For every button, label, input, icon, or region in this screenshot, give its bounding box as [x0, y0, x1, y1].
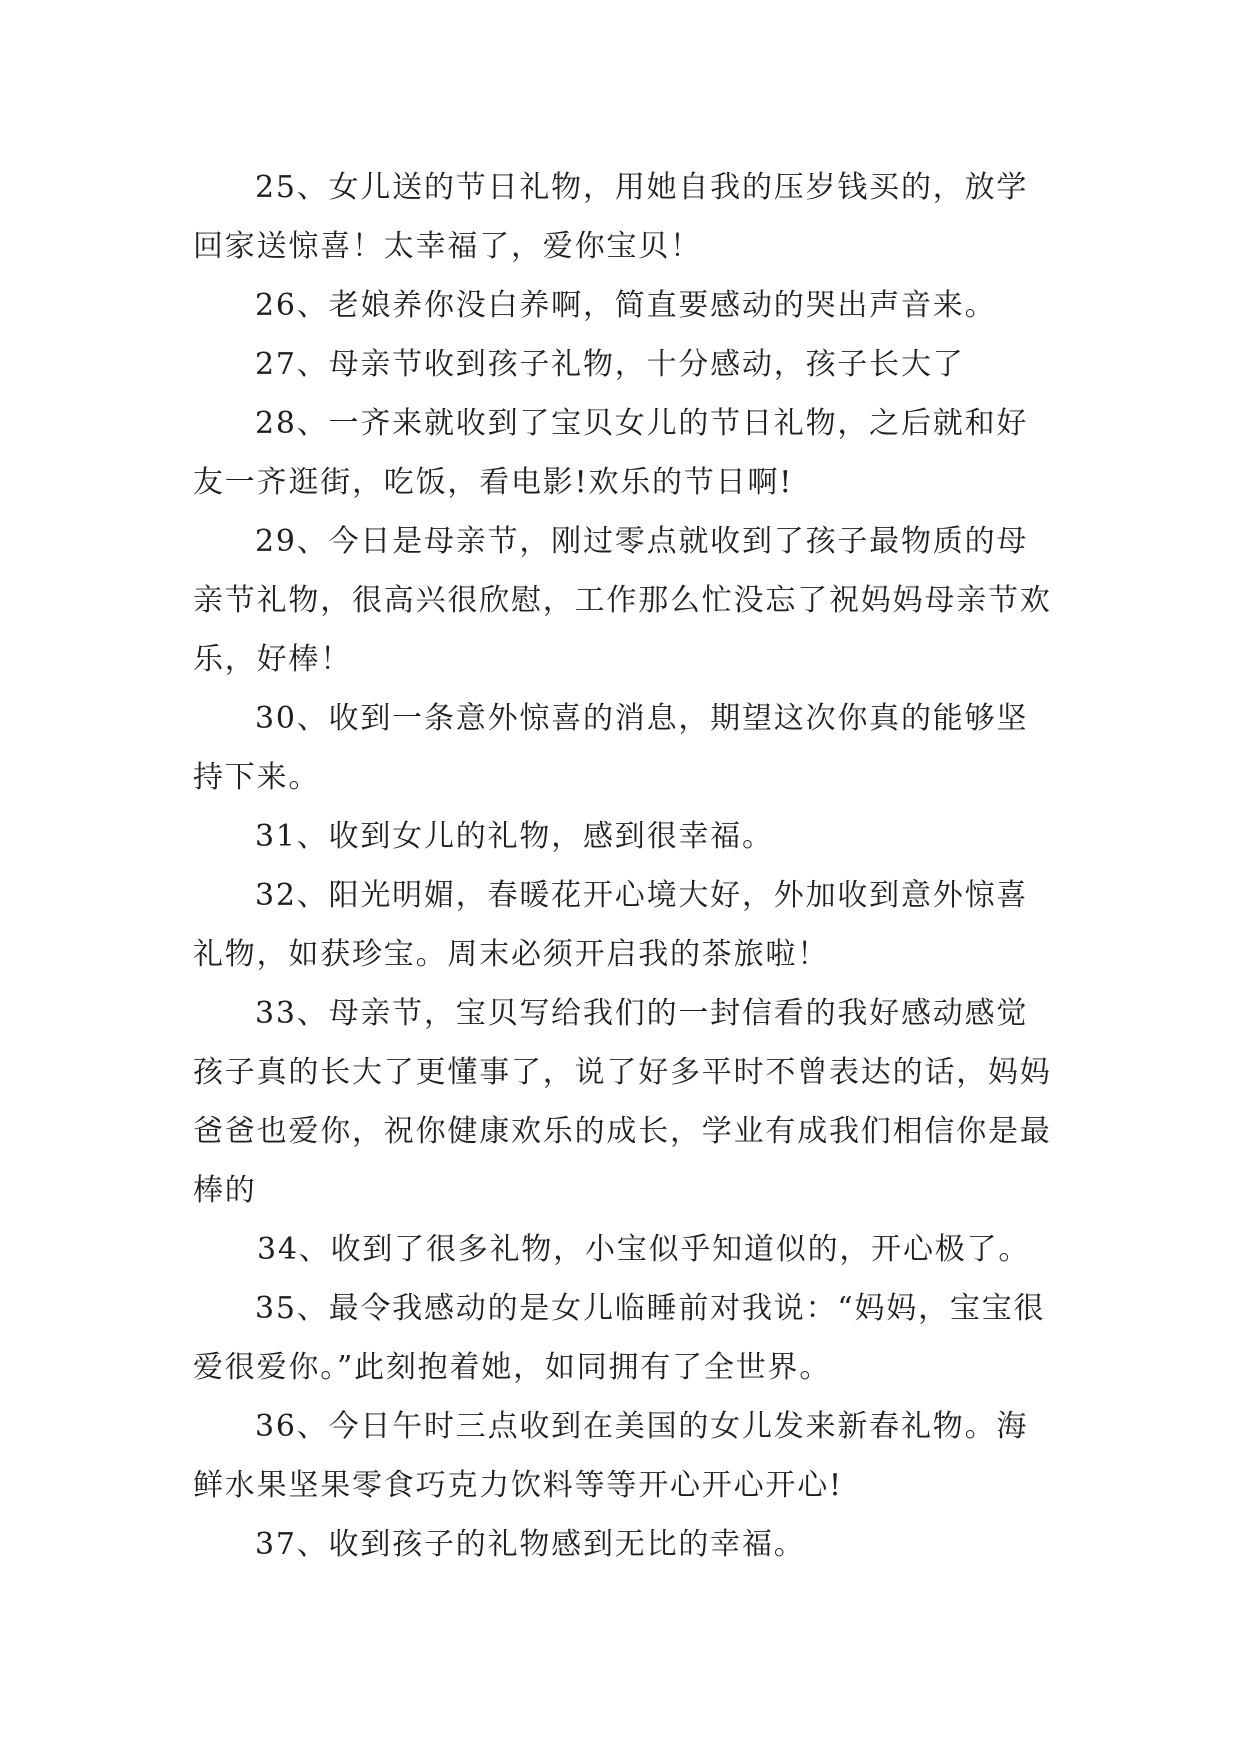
paragraph-28: 28、一齐来就收到了宝贝女儿的节日礼物，之后就和好友一齐逛街，吃饭，看电影!欢乐的节日啊! [193, 406, 1029, 500]
paragraph-33: 33、母亲节，宝贝写给我们的一封信看的我好感动感觉孩子真的长大了更懂事了，说了好多平时不曾表达的话，妈妈爸爸也爱你，祝你健康欢乐的成长，学业有成我们相信你是最棒的 [193, 996, 1052, 1208]
document-body [193, 158, 1053, 1574]
paragraph-35: 35、最令我感动的是女儿临睡前对我说：“妈妈，宝宝很爱很爱你。”此刻抱着她，如同拥有了全世界。 [193, 1291, 1046, 1385]
paragraph-25: 25、女儿送的节日礼物，用她自我的压岁钱买的，放学回家送惊喜！太幸福了，爱你宝贝！ [193, 170, 1029, 264]
paragraph-27: 27、母亲节收到孩子礼物，十分感动，孩子长大了 [255, 347, 965, 382]
paragraph-36: 36、今日午时三点收到在美国的女儿发来新春礼物。海鲜水果坚果零食巧克力饮料等等开心开心开心! [193, 1409, 1029, 1503]
paragraph-32: 32、阳光明媚，春暖花开心境大好，外加收到意外惊喜礼物，如获珍宝。周末必须开启我的茶旅啦！ [193, 878, 1029, 972]
paragraph-37: 37、收到孩子的礼物感到无比的幸福。 [255, 1527, 806, 1562]
paragraph-26: 26、老娘养你没白养啊，简直要感动的哭出声音来。 [255, 288, 997, 323]
paragraph-34: 34、收到了很多礼物，小宝似乎知道似的，开心极了。 [257, 1232, 1031, 1267]
paragraph-30: 30、收到一条意外惊喜的消息，期望这次你真的能够坚持下来。 [193, 701, 1029, 795]
paragraph-31: 31、收到女儿的礼物，感到很幸福。 [255, 819, 774, 854]
paragraph-29: 29、今日是母亲节，刚过零点就收到了孩子最物质的母亲节礼物，很高兴很欣慰，工作那么忙没忘了祝妈妈母亲节欢乐，好棒！ [193, 524, 1052, 677]
